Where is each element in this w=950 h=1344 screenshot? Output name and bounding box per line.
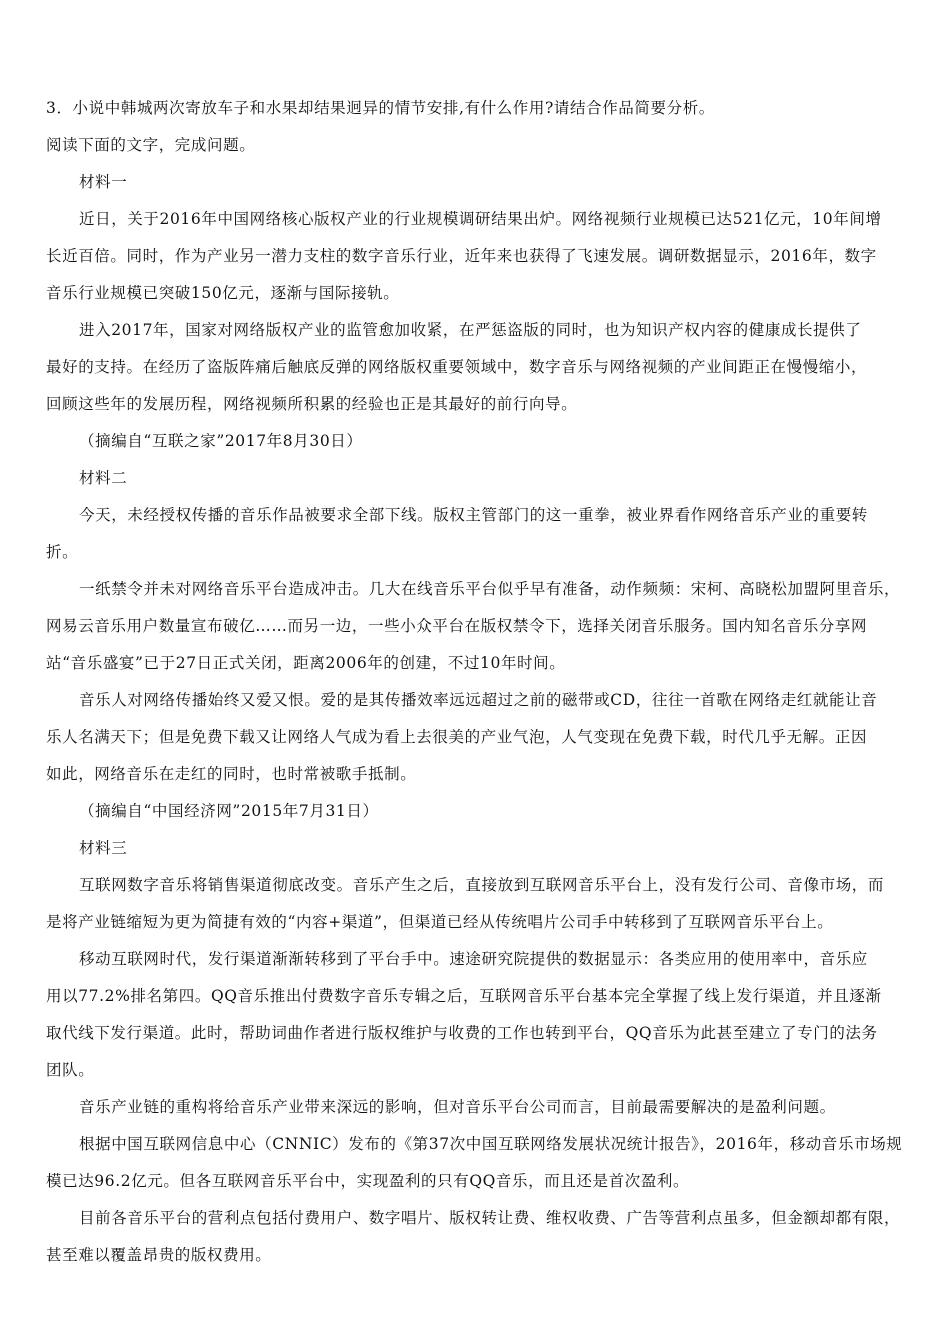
material-3-paragraph-1 bbox=[46, 875, 910, 932]
text-line: 最好的支持。在经历了盗版阵痛后触底反弹的网络版权重要领域中，数字音乐与网络视频的产业间距正在慢慢缩小， bbox=[46, 358, 868, 376]
material-1-label: 材料一 bbox=[79, 173, 128, 191]
text-line: 用以77.2%排名第四。QQ音乐推出付费数字音乐专辑之后，互联网音乐平台基本完全掌握了线上发行渠道，并且逐渐 bbox=[46, 987, 882, 1005]
material-1-paragraph-1 bbox=[46, 209, 910, 303]
text-line: 移动互联网时代，发行渠道渐渐转移到了平台手中。速途研究院提供的数据显示：各类应用的使用率中，音乐应 bbox=[79, 950, 868, 968]
material-2-paragraph-3 bbox=[46, 690, 910, 784]
text-line: 近日，关于2016年中国网络核心版权产业的行业规模调研结果出炉。网络视频行业规模已达521亿元，10年间增 bbox=[79, 210, 882, 228]
material-2-paragraph-2 bbox=[46, 579, 910, 673]
text-line: 如此，网络音乐在走红的同时，也时常被歌手抵制。 bbox=[46, 765, 417, 783]
text-line: 模已达96.2亿元。但各互联网音乐平台中，实现盈利的只有QQ音乐，而且还是首次盈利。 bbox=[46, 1172, 690, 1190]
text-line: 今天，未经授权传播的音乐作品被要求全部下线。版权主管部门的这一重拳，被业界看作网络音乐产业的重要转 bbox=[79, 506, 868, 524]
text-line: 取代线下发行渠道。此时，帮助词曲作者进行版权维护与收费的工作也转到平台，QQ音乐为此甚至建立了专门的法务 bbox=[46, 1024, 878, 1042]
text-line: 折。 bbox=[46, 543, 79, 561]
material-3-paragraph-2 bbox=[46, 949, 910, 1080]
text-line: 是将产业链缩短为更为简捷有效的“内容+渠道”，但渠道已经从传统唱片公司手中转移到了互联网音乐平台上。 bbox=[46, 913, 834, 931]
material-2-label: 材料二 bbox=[79, 469, 128, 487]
material-1-paragraph-2 bbox=[46, 320, 910, 414]
text-line: 乐人名满天下；但是免费下载又让网络人气成为看上去很美的产业气泡，人气变现在免费下载，时代几乎无解。正因 bbox=[46, 728, 868, 746]
text-line: 甚至难以覆盖昂贵的版权费用。 bbox=[46, 1246, 272, 1264]
text-line: 目前各音乐平台的营利点包括付费用户、数字唱片、版权转让费、维权收费、广告等营利点虽多，但金额却都有限， bbox=[79, 1209, 901, 1227]
material-1-source: （摘编自“互联之家”2017年8月30日） bbox=[79, 432, 363, 450]
text-line: 团队。 bbox=[46, 1061, 95, 1079]
text-line: 站“音乐盛宴”已于27日正式关闭，距离2006年的创建，不过10年时间。 bbox=[46, 654, 566, 672]
text-line: 回顾这些年的发展历程，网络视频所积累的经验也正是其最好的前行向导。 bbox=[46, 395, 578, 413]
material-3-paragraph-3 bbox=[46, 1097, 910, 1117]
material-2-source: （摘编自“中国经济网”2015年7月31日） bbox=[79, 802, 379, 820]
text-line: 音乐产业链的重构将给音乐产业带来深远的影响，但对音乐平台公司而言，目前最需要解决的是盈利问题。 bbox=[79, 1098, 836, 1116]
text-line: 音乐行业规模已突破150亿元，逐渐与国际接轨。 bbox=[46, 284, 400, 302]
text-line: 互联网数字音乐将销售渠道彻底改变。音乐产生之后，直接放到互联网音乐平台上，没有发行公司、音像市场，而 bbox=[79, 876, 885, 894]
text-line: 音乐人对网络传播始终又爱又恨。爱的是其传播效率远远超过之前的磁带或CD，往往一首歌在网络走红就能让音 bbox=[79, 691, 878, 709]
material-3-paragraph-5 bbox=[46, 1208, 910, 1265]
text-line: 一纸禁令并未对网络音乐平台造成冲击。几大在线音乐平台似乎早有准备，动作频频：宋柯、高晓松加盟阿里音乐， bbox=[79, 580, 901, 598]
text-line: 长近百倍。同时，作为产业另一潜力支柱的数字音乐行业，近年来也获得了飞速发展。调研数据显示，2016年，数字 bbox=[46, 247, 877, 265]
question-3: 3．小说中韩城两次寄放车子和水果却结果迥异的情节安排,有什么作用?请结合作品简要分析。 bbox=[46, 99, 715, 117]
material-3-label: 材料三 bbox=[79, 839, 128, 857]
text-line: 进入2017年，国家对网络版权产业的监管愈加收紧，在严惩盗版的同时，也为知识产权内容的健康成长提供了 bbox=[79, 321, 862, 339]
text-line: 根据中国互联网信息中心（CNNIC）发布的《第37次中国互联网络发展状况统计报告》，2016年，移动音乐市场规 bbox=[79, 1135, 903, 1153]
reading-instruction: 阅读下面的文字，完成问题。 bbox=[46, 136, 256, 154]
material-2-paragraph-1 bbox=[46, 505, 910, 562]
text-line: 网易云音乐用户数量宣布破亿……而另一边，一些小众平台在版权禁令下，选择关闭音乐服务。国内知名音乐分享网 bbox=[46, 617, 868, 635]
material-3-paragraph-4 bbox=[46, 1134, 910, 1191]
